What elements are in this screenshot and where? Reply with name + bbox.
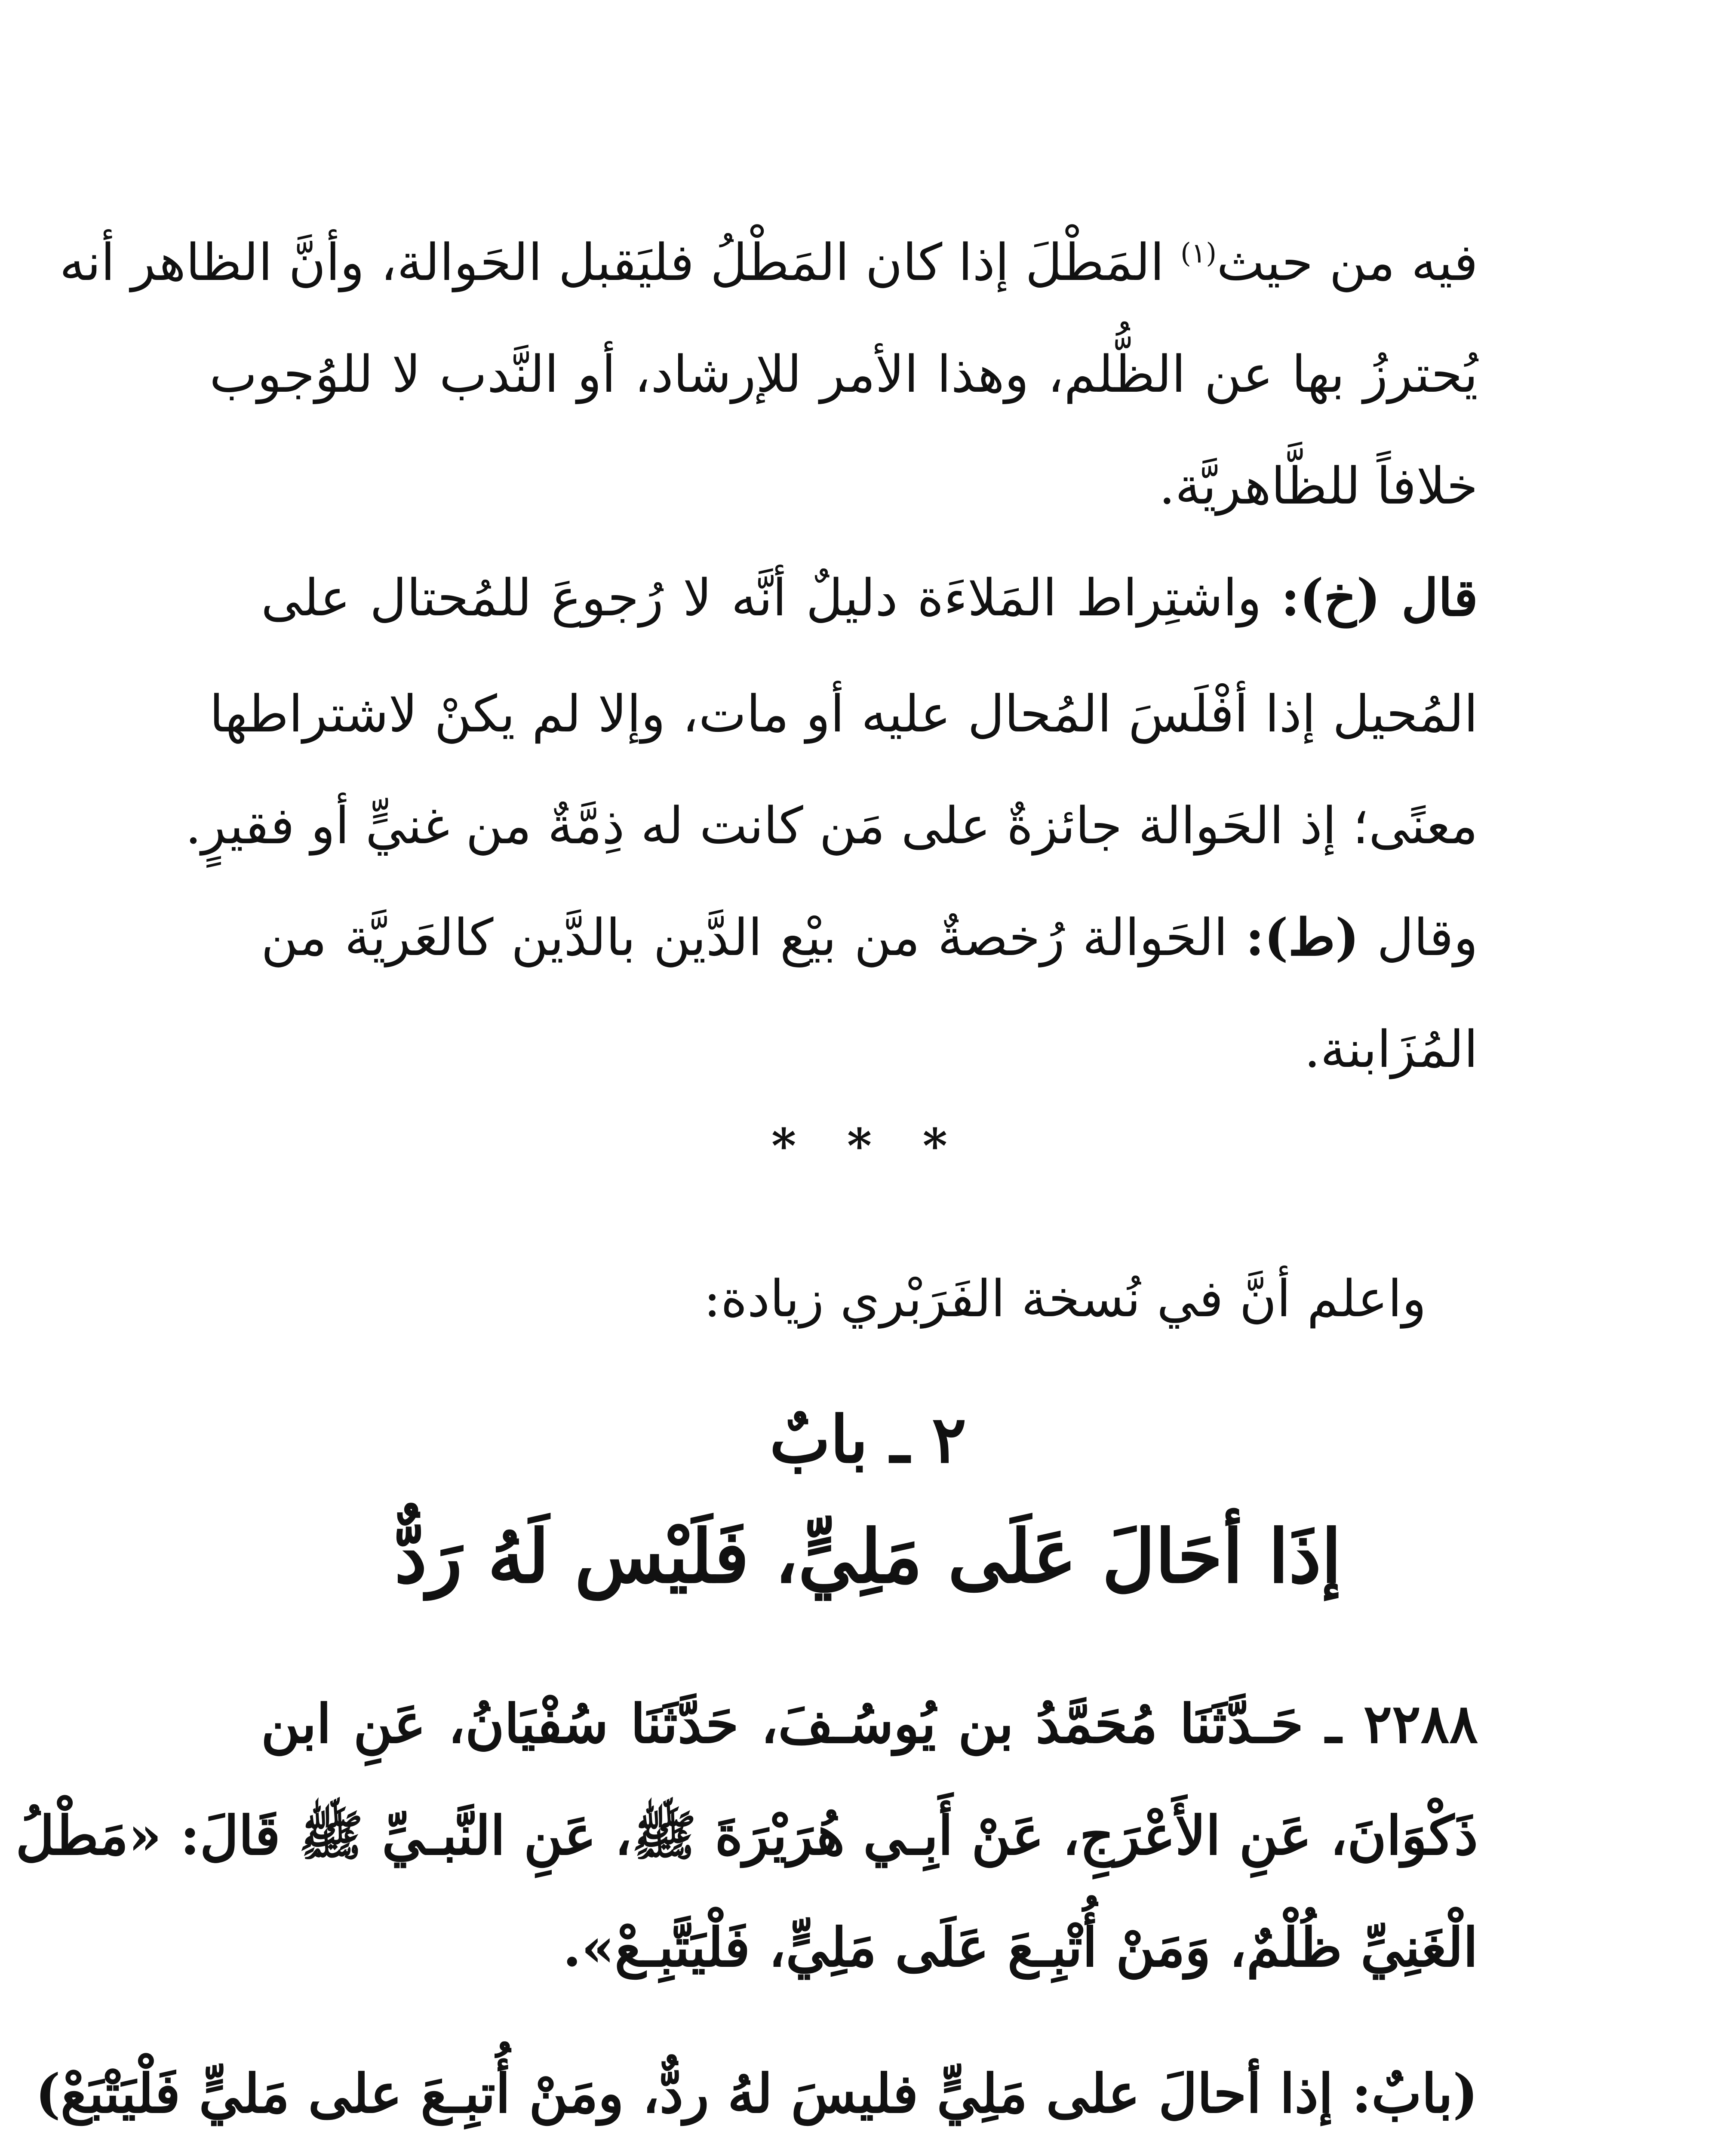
paragraph-2-line-2: المُحيل إذا أفْلَسَ المُحال عليه أو مات، وإلا لم يكنْ لاشتراطها: [209, 684, 1478, 743]
paragraph-3-line-1: [261, 899, 1478, 976]
speaker-label-t: (ط):: [1245, 907, 1359, 967]
paragraph-1-text-b: المَطْلَ إذا كان المَطْلُ فليَقبل الحَوالة، وأنَّ الظاهر أنه: [59, 233, 1180, 292]
paragraph-3-text-a: وقال: [1359, 908, 1478, 967]
paragraph-1-line-2: يُحترزُ بها عن الظُّلم، وهذا الأمر للإرشاد، أو النَّدب لا للوُجوب: [209, 344, 1478, 404]
paragraph-2-text: واشتِراط المَلاءَة دليلٌ أنَّه لا رُجوعَ للمُحتال على: [261, 568, 1281, 627]
paragraph-3-text-b: الحَوالة رُخصةٌ من بيْع الدَّين بالدَّين كالعَريَّة من: [261, 908, 1246, 967]
section-separator: * * *: [771, 1118, 965, 1173]
hadith-line-2: ذَكْوَانَ، عَنِ الأَعْرَجِ، عَنْ أَبِـي هُرَيْرَةَ ﷺ، عَنِ النَّبـيِّ ﷺ قَالَ: «مَطْلُ: [15, 1805, 1478, 1867]
paragraph-1-text-a: فيه من حيث: [1217, 233, 1478, 292]
commentary-heading: (بابٌ: إذا أحالَ على مَلِيٍّ فليسَ لهُ ردٌّ، ومَنْ أُتبِـعَ على مَليٍّ فَلْيَتْبَعْ): [35, 2063, 1478, 2125]
hadith-line-3: الْغَنِيِّ ظُلْمٌ، وَمَنْ أُتْبِـعَ عَلَى مَلِيٍّ، فَلْيَتَّبِـعْ».: [562, 1917, 1478, 1979]
paragraph-3-line-2: المُزَابنة.: [1304, 1020, 1478, 1079]
paragraph-1-line-1: [59, 224, 1478, 301]
chapter-title: إذَا أحَالَ عَلَى مَلِيٍّ، فَلَيْس لَهُ رَدٌّ: [394, 1514, 1342, 1600]
footnote-reference: (١): [1180, 237, 1217, 270]
paragraph-2-line-1: [261, 559, 1478, 636]
hadith-line-1: ٢٢٨٨ ـ حَـدَّثَنَا مُحَمَّدُ بن يُوسُـفَ، حَدَّثَنَا سُفْيَانُ، عَنِ ابن: [261, 1693, 1478, 1755]
paragraph-2-line-3: معنًى؛ إذ الحَوالة جائزةٌ على مَن كانت له ذِمَّةٌ من غنيٍّ أو فقيرٍ.: [185, 796, 1478, 855]
speaker-label-kh: قال (خ):: [1281, 568, 1478, 627]
paragraph-4-line-1: واعلم أنَّ في نُسخة الفَرَبْري زيادة:: [704, 1269, 1426, 1328]
chapter-number: ٢ ـ بابٌ: [769, 1402, 967, 1477]
paragraph-1-line-3: خلافاً للظَّاهريَّة.: [1159, 456, 1478, 516]
